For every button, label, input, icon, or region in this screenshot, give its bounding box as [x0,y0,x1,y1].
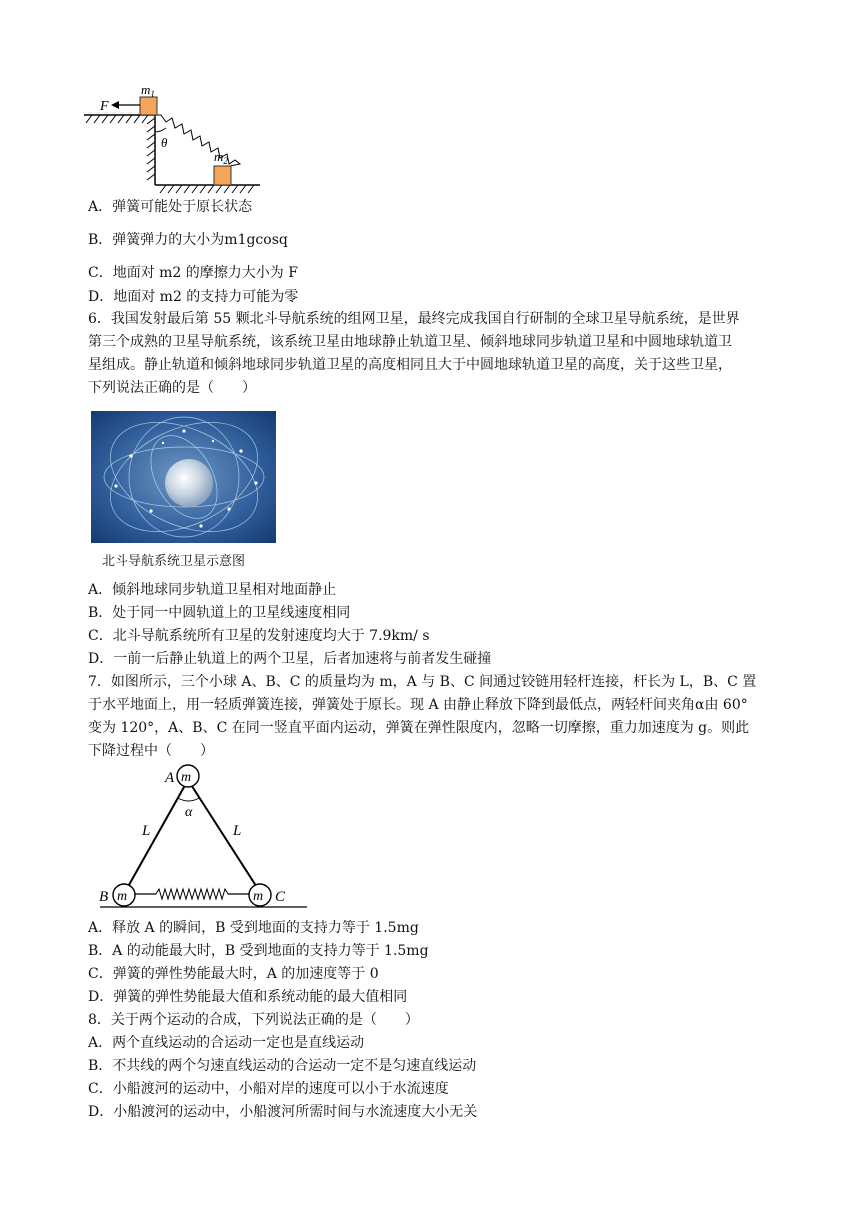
q7-stem-3: 变为 120°，A、B、C 在同一竖直平面内运动，弹簧在弹性限度内，忽略一切摩擦，重力加速度为 g。则此 [88,720,750,736]
ball-c-mass: m [253,889,264,904]
q6-option-a: A．倾斜地球同步轨道卫星相对地面静止 [88,582,337,598]
q6-stem-4: 下列说法正确的是（ ） [88,380,256,396]
q8-option-b: B．不共线的两个匀速直线运动的合运动一定不是匀速直线运动 [88,1058,477,1074]
label-m1: $m_1$ [141,84,155,99]
beidou-satellite-image [91,411,276,543]
q7-option-c: C．弹簧的弹性势能最大时，A 的加速度等于 0 [88,966,379,982]
beidou-caption: 北斗导航系统卫星示意图 [102,554,246,569]
q5-option-d: D．地面对 m2 的支持力可能为零 [88,289,299,305]
block-m1 [140,97,157,115]
q5-option-b: B．弹簧弹力的大小为m1gcosq [88,232,288,248]
q8-option-d: D．小船渡河的运动中，小船渡河所需时间与水流速度大小无关 [88,1104,478,1120]
label-m2: $m_2$ [214,149,228,166]
label-c: C [275,889,286,905]
ball-a-mass: m [181,770,192,785]
label-l-right: L [233,823,242,839]
q8-stem: 8．关于两个运动的合成，下列说法正确的是（ ） [88,1012,419,1028]
label-alpha: α [185,805,193,820]
q8-option-c: C．小船渡河的运动中，小船对岸的速度可以小于水流速度 [88,1081,449,1097]
label-b: B [99,889,109,905]
ball-b-mass: m [117,889,128,904]
q6-stem-3: 星组成。静止轨道和倾斜地球同步轨道卫星的高度相同且大于中圆地球轨道卫星的高度，关于这些卫星， [88,357,732,373]
block-m2 [214,166,231,185]
label-F: F [100,99,109,114]
label-a: A [165,770,175,786]
q5-option-a: A．弹簧可能处于原长状态 [88,199,253,215]
q6-option-d: D．一前一后静止轨道上的两个卫星，后者加速将与前者发生碰撞 [88,651,492,667]
q8-option-a: A．两个直线运动的合运动一定也是直线运动 [88,1035,365,1051]
label-theta: θ [161,135,168,150]
q5-option-c: C．地面对 m2 的摩擦力大小为 F [88,265,298,281]
label-l-left: L [142,823,151,839]
q7-option-d: D．弹簧的弹性势能最大值和系统动能的最大值相同 [88,989,408,1005]
q7-stem-1: 7．如图所示，三个小球 A、B、C 的质量均为 m，A 与 B、C 间通过铰链用轻杆连接，杆长为 L，B、C 置 [88,674,757,690]
triangle-rod-figure [92,762,322,912]
q7-stem-2: 于水平地面上，用一轻质弹簧连接，弹簧处于原长。现 A 由静止释放下降到最低点，两轻杆间夹角α由 60° [88,697,748,713]
earth-globe [165,459,213,507]
q6-stem-2: 第三个成熟的卫星导航系统，该系统卫星由地球静止轨道卫星、倾斜地球同步轨道卫星和中圆地球轨道卫 [88,334,732,350]
spring-block-figure [80,84,265,194]
q6-stem-1: 6．我国发射最后第 55 颗北斗导航系统的组网卫星，最终完成我国自行研制的全球卫星导航系统，是世界 [88,311,740,327]
q6-option-c: C．北斗导航系统所有卫星的发射速度均大于 7.9km/ s [88,628,430,644]
q7-option-a: A．释放 A 的瞬间，B 受到地面的支持力等于 1.5mg [88,920,419,936]
q7-stem-4: 下降过程中（ ） [88,743,214,759]
q6-option-b: B．处于同一中圆轨道上的卫星线速度相同 [88,605,351,621]
q7-option-b: B．A 的动能最大时，B 受到地面的支持力等于 1.5mg [88,943,429,959]
